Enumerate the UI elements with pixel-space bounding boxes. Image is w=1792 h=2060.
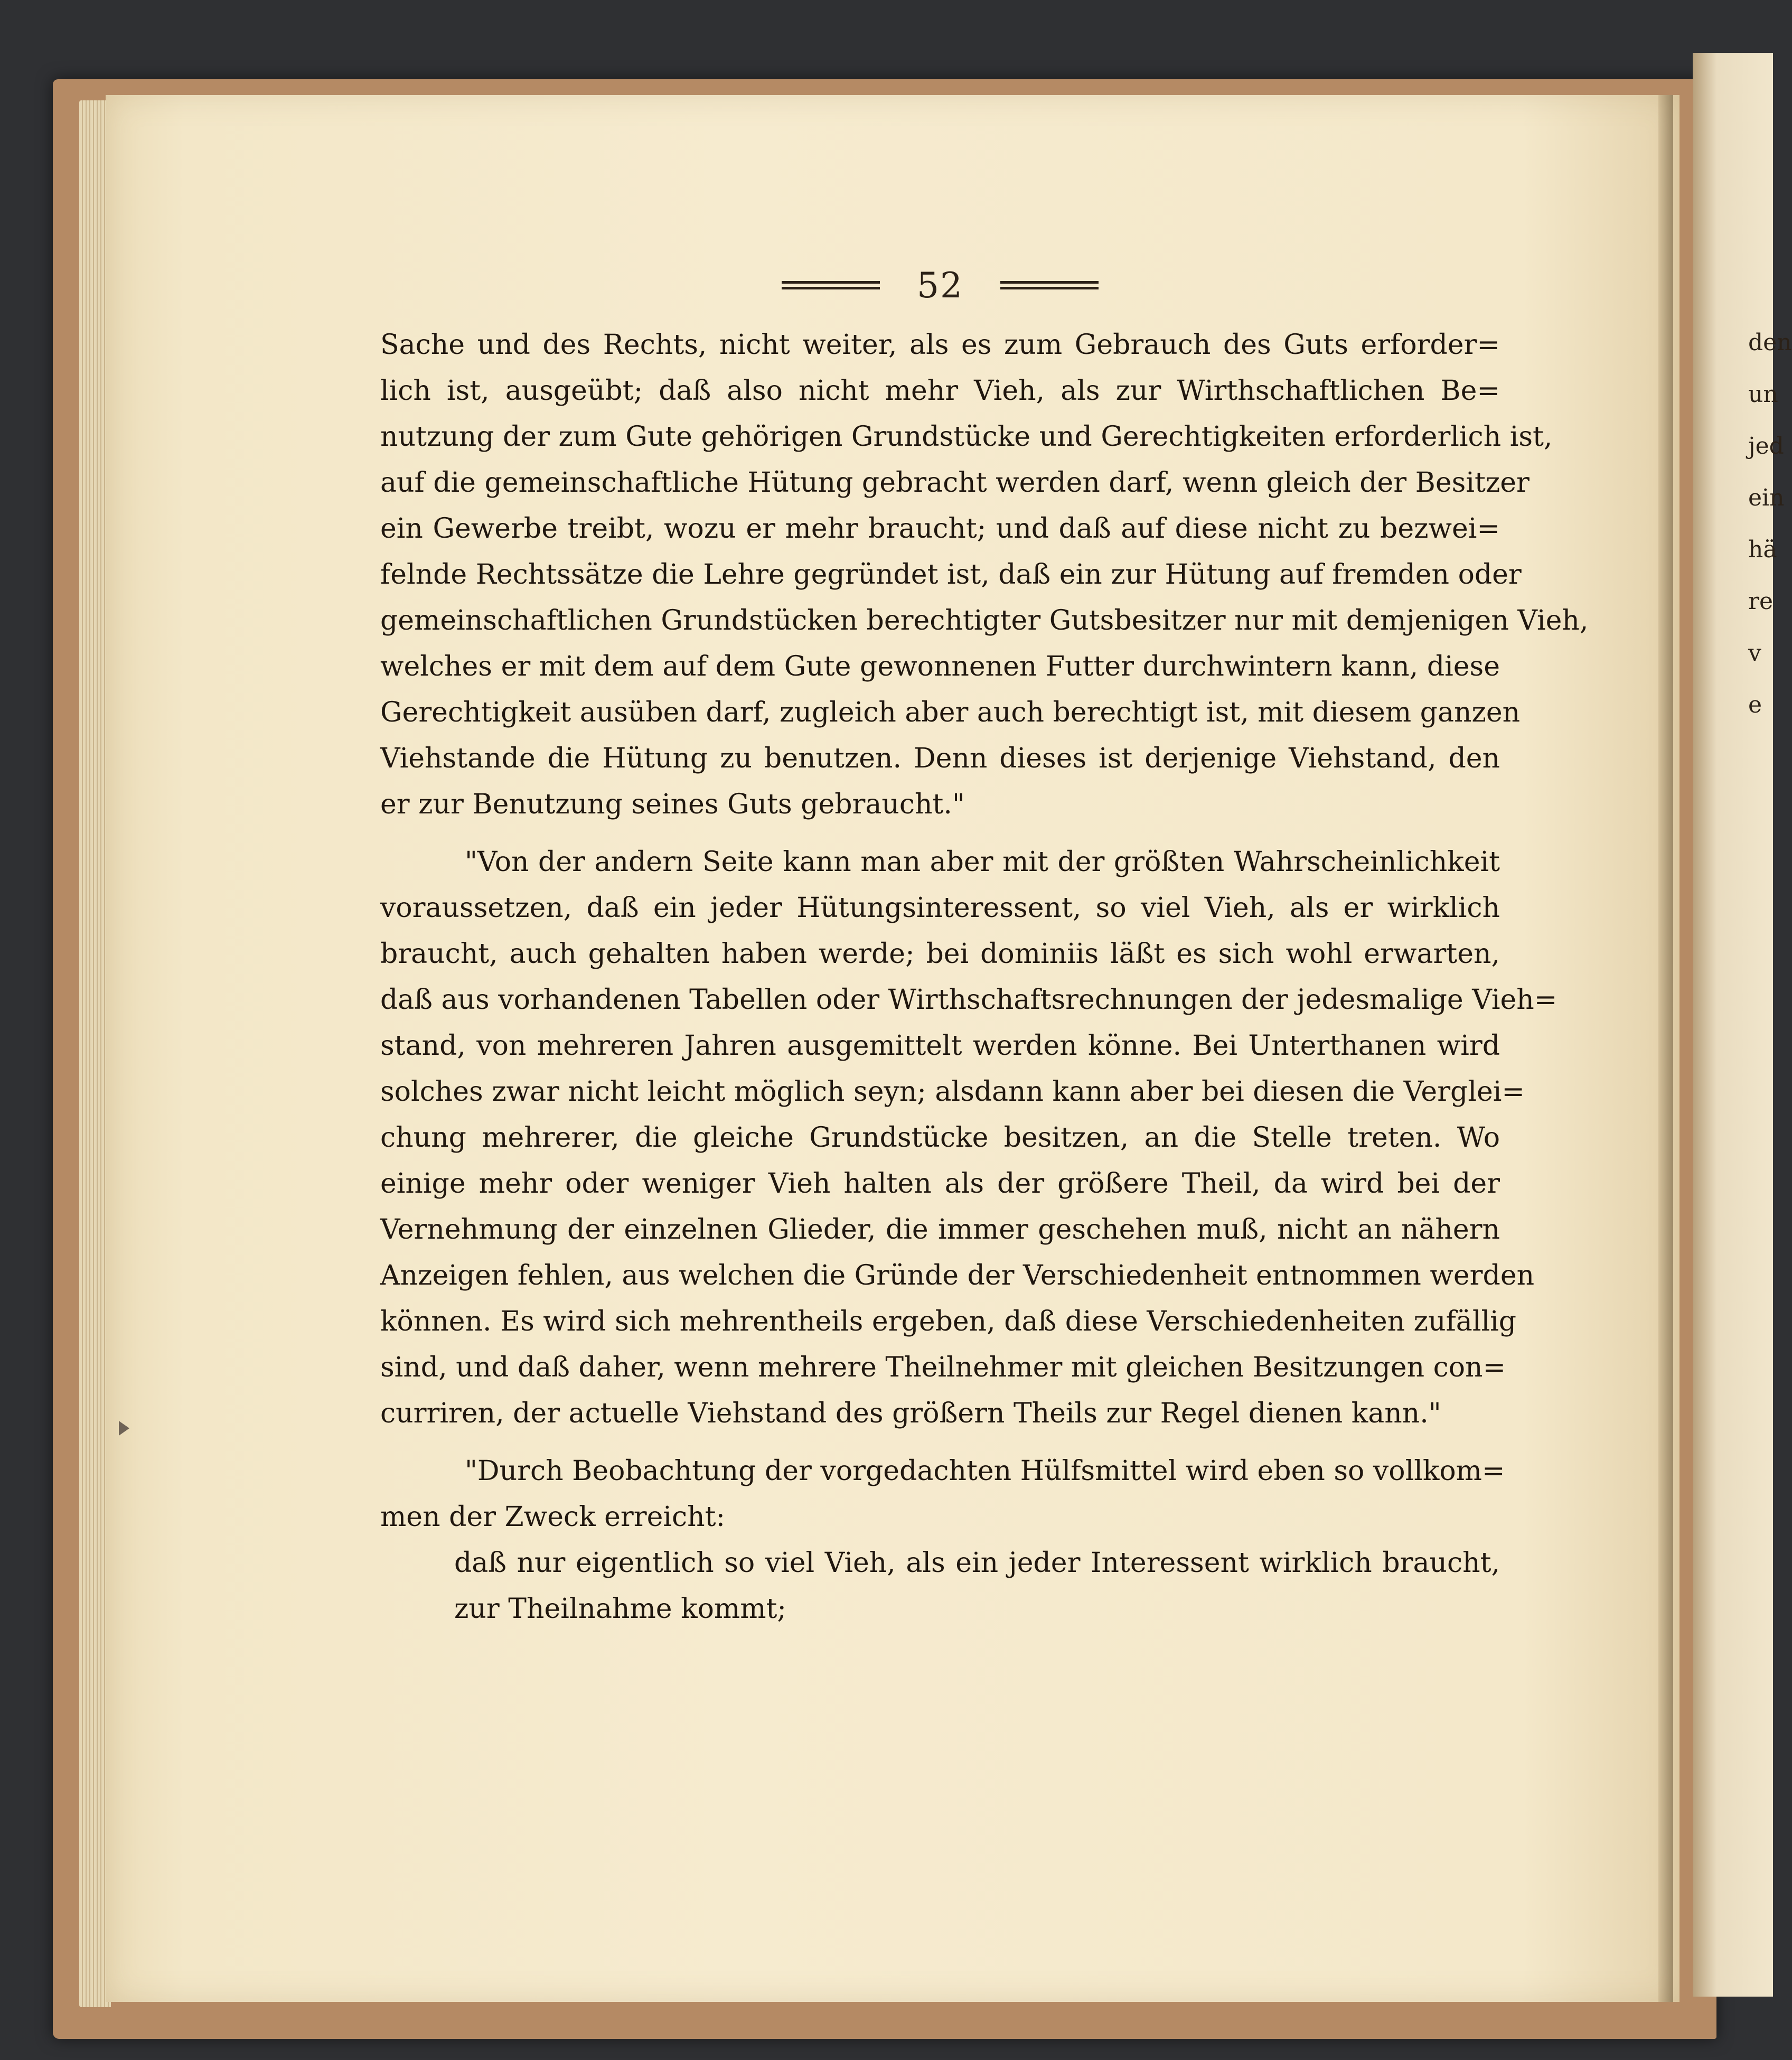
margin-arrow-icon: [119, 1421, 129, 1436]
text-line: daß aus vorhandenen Tabellen oder Wirthschaftsrechnungen der jedesmalige Vieh=: [380, 984, 1558, 1016]
text-line: Vernehmung der einzelnen Glieder, die immer geschehen muß, nicht an nähern: [380, 1214, 1500, 1246]
header-rule-right: [1000, 281, 1099, 289]
text-line: men der Zweck erreicht:: [380, 1501, 726, 1533]
facing-page-fragment: v: [1748, 640, 1761, 667]
text-line: Gerechtigkeit ausüben darf, zugleich aber auch berechtigt ist, mit diesem ganzen: [380, 697, 1521, 728]
indented-item: [380, 1540, 1500, 1632]
text-line: welches er mit dem auf dem Gute gewonnenen Futter durchwintern kann, diese: [380, 651, 1500, 682]
facing-page-fragment: jed: [1748, 433, 1784, 460]
text-line: braucht, auch gehalten haben werde; bei dominiis läßt es sich wohl erwarten,: [380, 938, 1500, 970]
text-line: gemeinschaftlichen Grundstücken berechtigter Gutsbesitzer nur mit demjenigen Vieh,: [380, 605, 1589, 636]
text-line: Anzeigen fehlen, aus welchen die Gründe der Verschiedenheit entnommen werden: [380, 1260, 1535, 1291]
header-rule-left: [782, 281, 880, 289]
text-line: lich ist, ausgeübt; daß also nicht mehr Vieh, als zur Wirthschaftlichen Be=: [380, 375, 1500, 407]
text-line: "Von der andern Seite kann man aber mit der größten Wahrscheinlichkeit: [465, 846, 1500, 878]
text-line: er zur Benutzung seines Guts gebraucht.": [380, 789, 965, 820]
paragraph-gap: [380, 828, 1500, 839]
text-line: solches zwar nicht leicht möglich seyn; alsdann kann aber bei diesen die Verglei=: [380, 1076, 1525, 1108]
facing-page-fragment: den: [1748, 329, 1792, 356]
text-line: daß nur eigentlich so viel Vieh, als ein jeder Interessent wirklich braucht,: [454, 1547, 1500, 1579]
text-line: ein Gewerbe treibt, wozu er mehr braucht; und daß auf diese nicht zu bezwei=: [380, 513, 1500, 545]
text-line: Sache und des Rechts, nicht weiter, als es zum Gebrauch des Guts erforder=: [380, 329, 1500, 361]
text-line: stand, von mehreren Jahren ausgemittelt werden könne. Bei Unterthanen wird: [380, 1030, 1500, 1062]
text-line: felnde Rechtssätze die Lehre gegründet ist, daß ein zur Hütung auf fremden oder: [380, 559, 1522, 591]
facing-page-fragment: ein: [1748, 484, 1785, 511]
text-line: einige mehr oder weniger Vieh halten als der größere Theil, da wird bei der: [380, 1168, 1500, 1200]
paragraph-2: [380, 839, 1558, 1437]
text-line: voraussetzen, daß ein jeder Hütungsinteressent, so viel Vieh, als er wirklich: [380, 892, 1500, 924]
paragraph-3: [380, 1448, 1505, 1540]
text-line: chung mehrerer, die gleiche Grundstücke besitzen, an die Stelle treten. Wo: [380, 1122, 1500, 1154]
facing-page-text: [1748, 317, 1792, 731]
facing-page-fragment: e: [1748, 691, 1762, 718]
text-line: auf die gemeinschaftliche Hütung gebracht werden darf, wenn gleich der Besitzer: [380, 467, 1530, 499]
paragraph-1: [380, 322, 1589, 828]
page-header: [782, 254, 1099, 317]
facing-page-fragment: re: [1748, 588, 1774, 615]
text-line: curriren, der actuelle Viehstand des größern Theils zur Regel dienen kann.": [380, 1398, 1441, 1429]
body-text: [380, 322, 1589, 1632]
text-line: können. Es wird sich mehrentheils ergeben, daß diese Verschiedenheiten zufällig: [380, 1306, 1516, 1337]
gutter: [1658, 95, 1673, 2002]
facing-page-fragment: un: [1748, 381, 1778, 408]
facing-page-fragment: hä: [1748, 536, 1777, 563]
text-line: "Durch Beobachtung der vorgedachten Hülfsmittel wird eben so vollkom=: [465, 1455, 1505, 1487]
text-line: zur Theilnahme kommt;: [454, 1593, 786, 1625]
text-line: sind, und daß daher, wenn mehrere Theilnehmer mit gleichen Besitzungen con=: [380, 1352, 1506, 1383]
page-number: 52: [917, 265, 963, 306]
paragraph-gap: [380, 1437, 1500, 1448]
text-line: nutzung der zum Gute gehörigen Grundstücke und Gerechtigkeiten erforderlich ist,: [380, 421, 1553, 453]
text-line: Viehstande die Hütung zu benutzen. Denn dieses ist derjenige Viehstand, den: [380, 743, 1500, 774]
